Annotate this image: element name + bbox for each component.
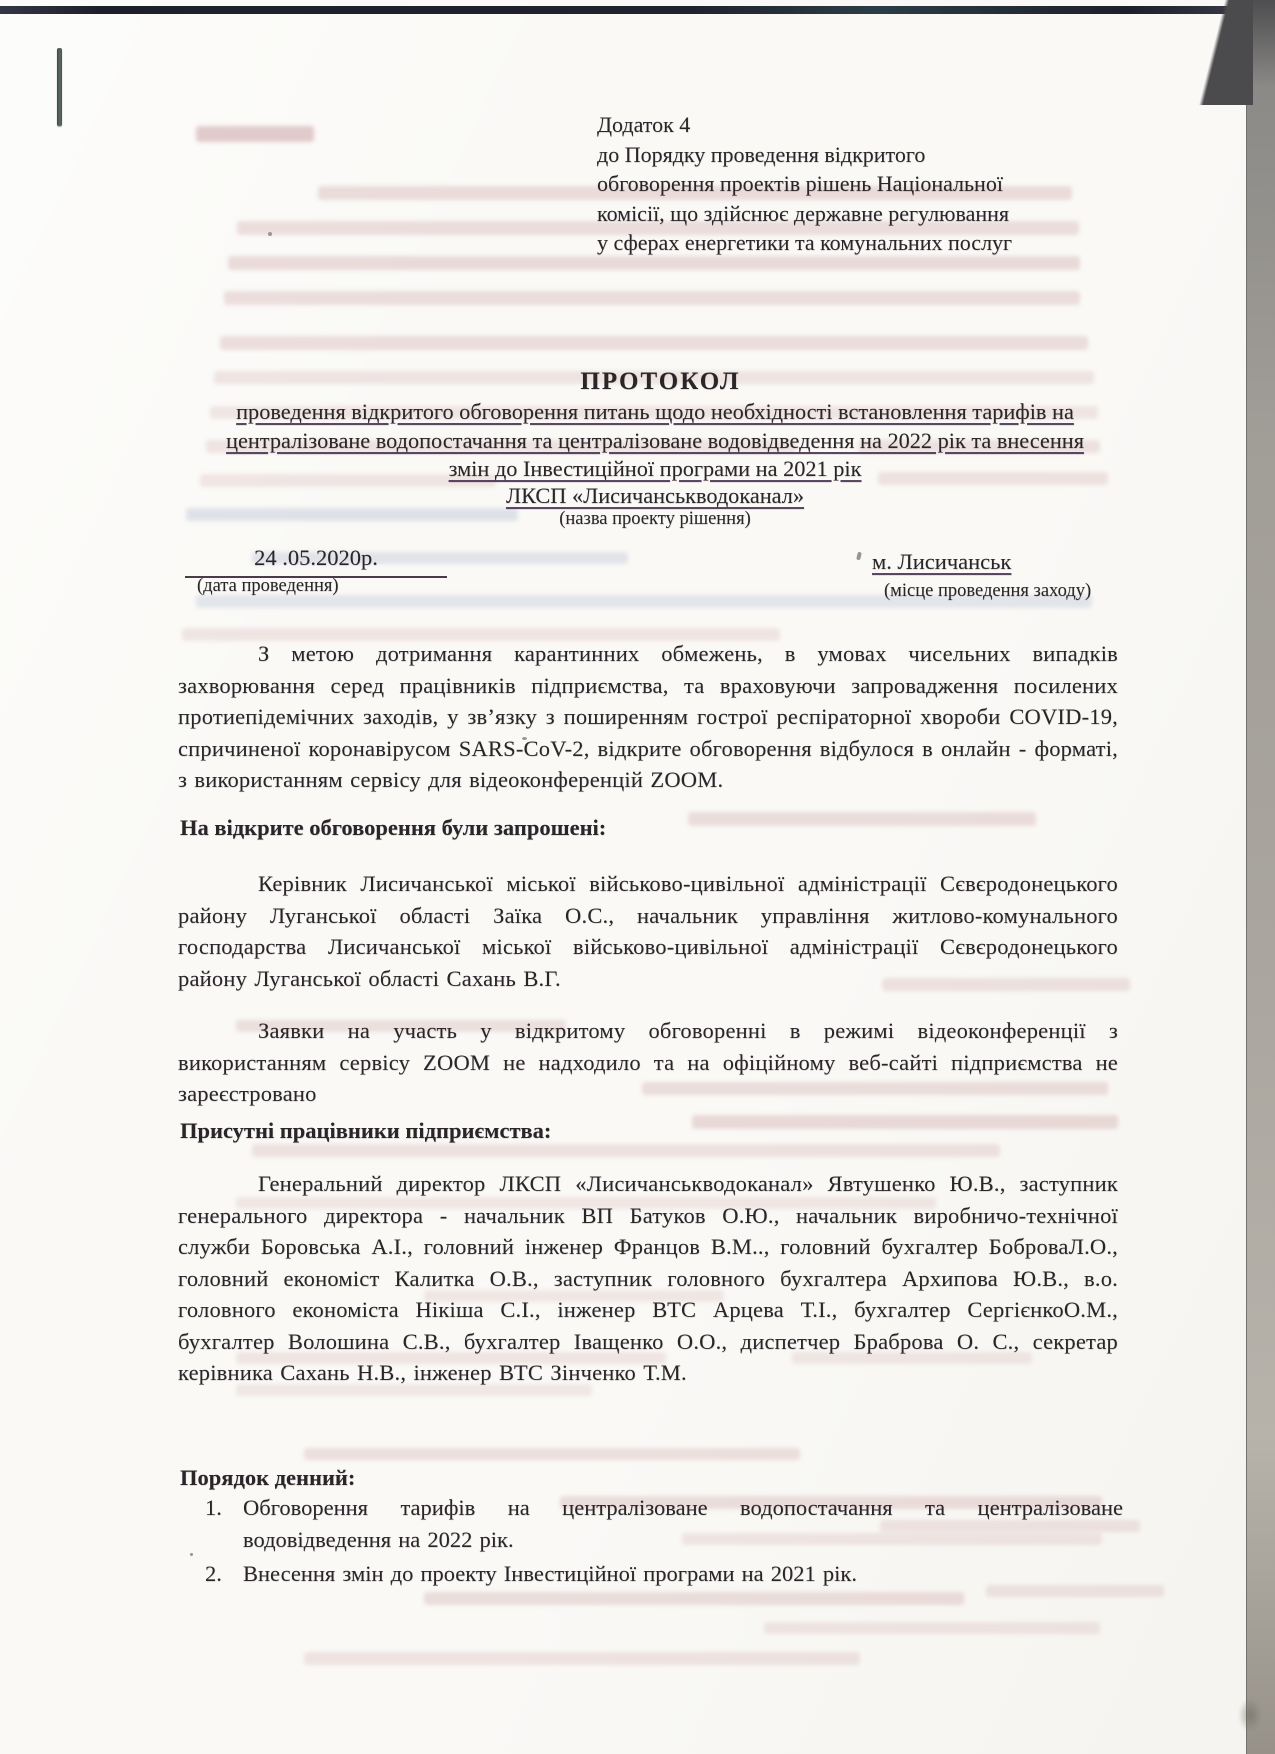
annex-note: [597, 110, 1072, 258]
document-subtitle-line: змін до Інвестиційної програми на 2021 рік: [448, 456, 862, 481]
annex-line: у сферах енергетики та комунальних послуг: [597, 230, 1013, 255]
bleed-through-line: [688, 812, 1036, 826]
bleed-through-line: [220, 336, 1088, 350]
agenda-item-text: Внесення змін до проекту Інвестиційної програми на 2021 рік.: [243, 1561, 857, 1586]
agenda-item-number: 1.: [205, 1495, 222, 1520]
bleed-through-line: [692, 1115, 1118, 1129]
scan-smudge: [1238, 1698, 1262, 1732]
bleed-through-line: [424, 1592, 964, 1605]
date-caption: (дата проведення): [197, 576, 339, 596]
date-value: 24 .05.2020р.: [185, 542, 447, 578]
page-corner-shadow: [1173, 0, 1253, 105]
document-title: ПРОТОКОЛ: [580, 368, 741, 395]
annex-line: комісії, що здійснює державне регулювання: [597, 200, 1010, 226]
document-subtitle-line: централізоване водопостачання та централізоване водовідведення на 2022 рік та внесення: [226, 428, 1084, 453]
staple-mark: [57, 48, 62, 126]
intro-paragraph: З метою дотримання карантинних обмежень, в умовах чисельних випадків захворювання серед працівників підприємства, та враховуючи запровадження посилених протиепідемічних заходів, у зв’язку з поширенням гострої респіраторної хвороби COVID-19, спричиненої коронавірусом SARS-CoV-2, відкрите обговорення відбулося в онлайн - форматі, з використанням сервісу для відеоконференцій ZOOM.: [178, 641, 1118, 792]
annex-line: обговорення проектів рішень Національної: [597, 171, 1003, 196]
annex-line: Додаток 4: [597, 112, 691, 137]
place-value: м. Лисичанськ: [872, 549, 1012, 574]
annex-line: до Порядку проведення відкритого: [597, 141, 926, 167]
bleed-through-line: [224, 291, 1080, 305]
org-name: ЛКСП «Лисичанськводоканал»: [505, 483, 805, 508]
invited-heading: На відкрите обговорення були запрошені:: [180, 815, 607, 840]
bleed-through-line: [764, 1622, 1100, 1634]
scanner-edge-top: [0, 6, 1253, 14]
bleed-through-line: [228, 256, 1080, 270]
subtitle-caption: (назва проекту рішення): [559, 509, 751, 529]
agenda-item: [205, 1558, 1143, 1590]
present-paragraph: Генеральний директор ЛКСП «Лисичанськводоканал» Явтушенко Ю.В., заступник генерального директора - начальник ВП Батуков О.Ю., начальник виробничо-технічної служби Боровська А.І., головний інженер Францов В.М.., головний бухгалтер БоброваЛ.О., головний економіст Калитка О.В., заступник головного бухгалтера Архипова Ю.В., в.о. головного економіста Нікіша С.І., інженер ВТС Арцева Т.І., бухгалтер СергієнкоО.М., бухгалтер Волошина С.В., бухгалтер Іващенко О.О., диспетчер Браброва О. С., секретар керівника Сахань Н.В., інженер ВТС Зінченко Т.М.: [178, 1171, 1118, 1385]
agenda-item: [205, 1492, 1143, 1555]
applications-paragraph: Заявки на участь у відкритому обговоренні в режимі відеоконференції з використанням сервісу ZOOM не надходило та на офіційному веб-сайті підприємства не зареєстровано: [178, 1018, 1118, 1106]
scan-speck: [190, 1553, 193, 1556]
bleed-through-line: [304, 1448, 800, 1460]
invited-paragraph: Керівник Лисичанської міської військово-цивільної адміністрації Сєвєродонецького району Луганської області Заїка О.С., начальник управління житлово-комунального господарства Лисичанської міської військово-цивільної адміністрації Сєвєродонецького району Луганської області Сахань В.Г.: [178, 871, 1118, 991]
bleed-through-line: [304, 1652, 860, 1665]
bleed-through-line: [196, 126, 314, 142]
document-subtitle-line: проведення відкритого обговорення питань щодо необхідності встановлення тарифів на: [236, 399, 1074, 424]
scanner-edge-right: [1246, 0, 1275, 1754]
agenda-heading: Порядок денний:: [180, 1465, 356, 1490]
agenda-item-number: 2.: [205, 1561, 222, 1586]
place-caption: (місце проведення заходу): [884, 581, 1092, 601]
agenda-list: [205, 1492, 1143, 1593]
present-heading: Присутні працівники підприємства:: [180, 1118, 552, 1143]
scan-speck: [856, 552, 862, 561]
agenda-item-text: Обговорення тарифів на централізоване водопостачання та централізоване водовідведення на 2022 рік.: [243, 1495, 1123, 1552]
